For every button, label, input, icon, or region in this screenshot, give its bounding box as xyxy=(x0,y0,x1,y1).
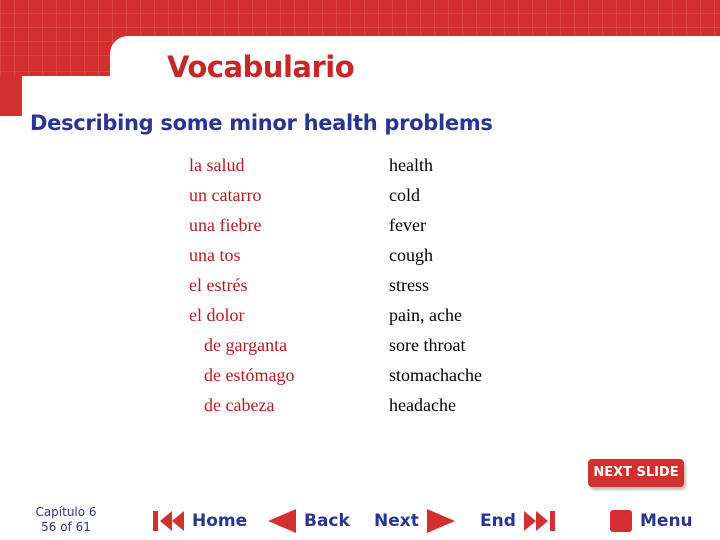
list-item xyxy=(0,305,720,335)
spanish-term: una fiebre xyxy=(189,215,262,235)
spanish-term: de cabeza xyxy=(204,395,275,415)
chapter-label: Capítulo 6 xyxy=(35,505,97,519)
english-term: sore throat xyxy=(389,335,466,355)
menu-button[interactable] xyxy=(608,502,699,540)
next-slide-button[interactable]: NEXT SLIDE xyxy=(588,459,684,487)
list-item xyxy=(0,335,720,365)
spanish-term: una tos xyxy=(189,245,241,265)
list-item xyxy=(0,155,720,185)
back-button[interactable] xyxy=(266,502,356,540)
back-label: Back xyxy=(304,511,350,531)
home-label: Home xyxy=(192,511,248,531)
header-pattern-left xyxy=(0,58,110,76)
english-term: cough xyxy=(389,245,433,265)
spanish-term: el estrés xyxy=(189,275,248,295)
english-term: fever xyxy=(389,215,426,235)
chapter-info xyxy=(30,505,102,535)
page-subtitle: Describing some minor health problems xyxy=(30,111,493,135)
list-item xyxy=(0,215,720,245)
english-term: stomachache xyxy=(389,365,482,385)
page-title: Vocabulario xyxy=(167,50,355,84)
square-icon xyxy=(608,508,634,534)
home-button[interactable] xyxy=(152,502,253,540)
english-term: pain, ache xyxy=(389,305,462,325)
next-button[interactable] xyxy=(368,502,457,540)
next-label: Next xyxy=(374,511,419,531)
english-term: cold xyxy=(389,185,420,205)
double-left-arrow-icon xyxy=(152,508,186,534)
english-term: stress xyxy=(389,275,429,295)
left-arrow-icon xyxy=(266,507,298,535)
english-term: headache xyxy=(389,395,456,415)
slide-counter: 56 of 61 xyxy=(41,520,91,534)
end-label: End xyxy=(480,511,516,531)
spanish-term: un catarro xyxy=(189,185,262,205)
english-term: health xyxy=(389,155,433,175)
list-item xyxy=(0,245,720,275)
list-item xyxy=(0,185,720,215)
spanish-term: la salud xyxy=(189,155,245,175)
spanish-term: de garganta xyxy=(204,335,288,355)
list-item xyxy=(0,365,720,395)
double-right-arrow-icon xyxy=(522,508,556,534)
side-band xyxy=(0,76,22,116)
list-item xyxy=(0,395,720,425)
spanish-term: el dolor xyxy=(189,305,245,325)
right-arrow-icon xyxy=(425,507,457,535)
list-item xyxy=(0,275,720,305)
menu-label: Menu xyxy=(640,511,693,531)
end-button[interactable] xyxy=(474,502,556,540)
spanish-term: de estómago xyxy=(204,365,295,385)
